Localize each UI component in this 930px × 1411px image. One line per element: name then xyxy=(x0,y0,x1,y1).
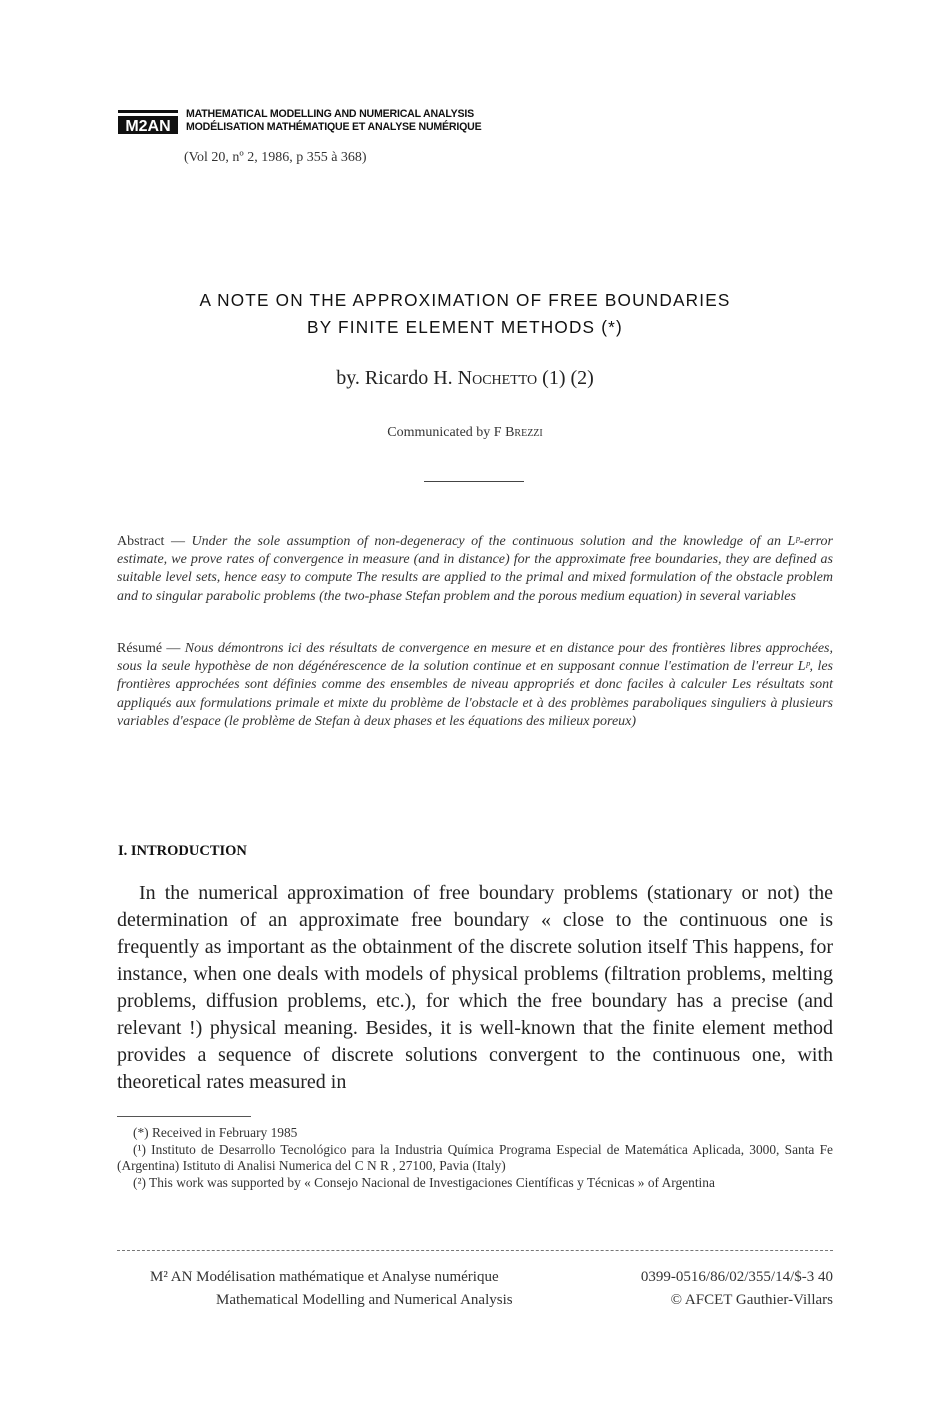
abstract xyxy=(117,533,833,606)
footnote-affiliation: (¹) Instituto de Desarrollo Tecnológico para la Industria Química Programa Especial de Matemática Aplicada, 3000, Santa Fe (Argentina) Istituto di Analisi Numerica del C N R , 27100, Pavia (Italy) xyxy=(117,1141,833,1174)
journal-name-english: MATHEMATICAL MODELLING AND NUMERICAL ANALYSIS xyxy=(186,108,475,120)
page-footer xyxy=(150,1266,833,1312)
footer-journal-en: Mathematical Modelling and Numerical Analysis xyxy=(216,1292,513,1308)
footer-rule xyxy=(117,1250,833,1251)
footnote-received: (*) Received in February 1985 xyxy=(133,1125,298,1140)
paper-title xyxy=(0,287,930,341)
footer-copyright: © AFCET Gauthier-Villars xyxy=(670,1292,833,1308)
section-heading: I. INTRODUCTION xyxy=(118,843,247,859)
title-line-2: BY FINITE ELEMENT METHODS (*) xyxy=(307,317,623,337)
footer-journal-fr: M² AN Modélisation mathématique et Analyse numérique xyxy=(150,1269,499,1285)
introduction-body xyxy=(117,880,833,1096)
resume-text: Nous démontrons ici des résultats de convergence en mesure et en distance pour des frontières libres approchées, sous la seule hypothèse de non dégénérescence de la solution continue et en supposant connue l'estimation de l'erreur Lᵖ, les frontières approchées sont définies comme des ensembles de niveau appropriés et donc faciles à calculer Les résultats sont appliqués aux formulations primale et mixte du problème de l'obstacle et à des problèmes paraboliques singuliers à plusieurs variables d'espace (le problème de Stefan à deux phases et les équations des milieux poreux) xyxy=(117,641,833,729)
volume-info: (Vol 20, nº 2, 1986, p 355 à 368) xyxy=(184,150,367,165)
title-line-1: A NOTE ON THE APPROXIMATION OF FREE BOUNDARIES xyxy=(199,290,731,310)
intro-paragraph: In the numerical approximation of free boundary problems (stationary or not) the determination of an approximate free boundary « close to the continuous one is frequently as important as the obtainment of the discrete solution itself This happens, for instance, when one deals with models of physical problems (filtration problems, melting problems, diffusion problems, etc.), for which the free boundary has a precise (and relevant !) physical meaning. Besides, it is well-known that the finite element method provides a sequence of discrete solutions convergent to the continuous one, with theoretical rates measured in xyxy=(117,882,833,1093)
author-footnote-marks: (1) (2) xyxy=(542,367,594,389)
resume-label: Résumé — xyxy=(117,641,181,656)
author-surname: Nochetto xyxy=(457,367,538,389)
communicated-prefix: Communicated by F xyxy=(387,425,502,440)
footnote-support: (²) This work was supported by « Consejo Nacional de Investigaciones Científicas y Técnicas » of Argentina xyxy=(133,1174,715,1190)
title-separator xyxy=(424,481,524,482)
communicated-name: Brezzi xyxy=(505,425,543,440)
abstract-label: Abstract — xyxy=(117,534,185,549)
author-prefix: by. Ricardo H. xyxy=(336,367,453,389)
resume xyxy=(117,640,833,731)
journal-name-french: MODÉLISATION MATHÉMATIQUE ET ANALYSE NUMÉRIQUE xyxy=(186,121,482,133)
journal-header xyxy=(118,108,481,134)
svg-text:M2AN: M2AN xyxy=(125,118,171,134)
journal-logo-icon xyxy=(118,108,178,134)
footnote-rule xyxy=(117,1116,251,1117)
footnotes xyxy=(117,1125,833,1191)
author-line xyxy=(0,367,930,390)
footer-issn: 0399-0516/86/02/355/14/$-3 40 xyxy=(640,1269,833,1285)
journal-name xyxy=(186,108,481,134)
communicated-by xyxy=(0,425,930,441)
abstract-text: Under the sole assumption of non-degeneracy of the continuous solution and the knowledge of an Lᵖ-error estimate, we prove rates of convergence in measure (and in distance) for the approximate free boundaries, they are defined as suitable level sets, hence easy to compute The results are applied to the primal and mixed formulation of the obstacle problem and to singular parabolic problems (the two-phase Stefan problem and the porous medium equation) in several variables xyxy=(117,534,833,604)
